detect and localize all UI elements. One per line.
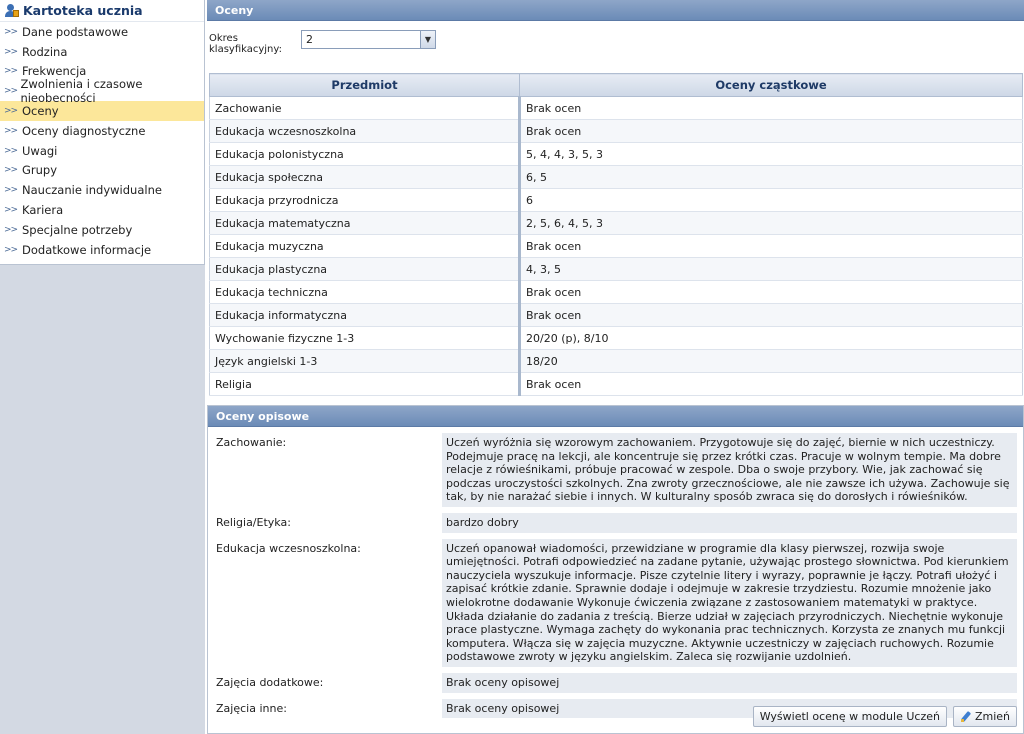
descriptive-grade-row <box>216 673 1017 693</box>
grades-cell: Brak ocen <box>520 281 1023 304</box>
grades-cell: 18/20 <box>520 350 1023 373</box>
subject-cell: Język angielski 1-3 <box>210 350 520 373</box>
main-content <box>207 0 1024 734</box>
period-filter <box>209 30 436 55</box>
descriptive-grade-row <box>216 539 1017 667</box>
sidebar-item[interactable] <box>0 240 204 260</box>
sidebar-item[interactable] <box>0 161 204 181</box>
subject-cell: Edukacja matematyczna <box>210 212 520 235</box>
grades-cell: Brak ocen <box>520 120 1023 143</box>
double-chevron-icon: >> <box>4 125 18 136</box>
period-select[interactable] <box>301 30 436 49</box>
table-row[interactable] <box>210 258 1023 281</box>
sidebar-item-label: Oceny diagnostyczne <box>22 123 146 138</box>
show-in-student-module-label: Wyświetl ocenę w module Uczeń <box>759 710 940 723</box>
sidebar-title-text: Kartoteka ucznia <box>23 3 143 18</box>
subject-cell: Edukacja przyrodnicza <box>210 189 520 212</box>
table-row[interactable] <box>210 304 1023 327</box>
sidebar-item[interactable] <box>0 180 204 200</box>
grades-cell: 2, 5, 6, 4, 5, 3 <box>520 212 1023 235</box>
grades-cell: 4, 3, 5 <box>520 258 1023 281</box>
table-row[interactable] <box>210 281 1023 304</box>
pencil-icon <box>960 711 972 723</box>
descriptive-grade-label: Zajęcia inne: <box>216 701 287 715</box>
sidebar-item[interactable] <box>0 121 204 141</box>
descriptive-grade-label: Edukacja wczesnoszkolna: <box>216 541 361 555</box>
subject-cell: Edukacja muzyczna <box>210 235 520 258</box>
subject-cell: Religia <box>210 373 520 396</box>
sidebar-item[interactable] <box>0 141 204 161</box>
double-chevron-icon: >> <box>4 165 18 176</box>
descriptive-grade-label: Zajęcia dodatkowe: <box>216 675 324 689</box>
sidebar-title <box>0 0 204 22</box>
show-in-student-module-button[interactable] <box>753 706 947 727</box>
grades-cell: 5, 4, 4, 3, 5, 3 <box>520 143 1023 166</box>
grades-cell: Brak ocen <box>520 235 1023 258</box>
grades-cell: Brak ocen <box>520 304 1023 327</box>
table-row[interactable] <box>210 97 1023 120</box>
double-chevron-icon: >> <box>4 66 18 77</box>
table-header-row <box>210 74 1023 97</box>
double-chevron-icon: >> <box>4 205 18 216</box>
grades-table-body <box>210 97 1023 396</box>
descriptive-grade-text: bardzo dobry <box>442 513 1017 533</box>
sidebar-item-label: Kariera <box>22 203 64 218</box>
descriptive-grades-list <box>208 427 1023 718</box>
double-chevron-icon: >> <box>4 145 18 156</box>
sidebar-item-label: Zwolnienia i czasowe nieobecności <box>20 77 143 106</box>
sidebar-item[interactable] <box>0 220 204 240</box>
sidebar-item[interactable] <box>0 42 204 62</box>
sidebar-panel <box>0 0 205 265</box>
double-chevron-icon: >> <box>4 244 18 255</box>
sidebar-item-label: Frekwencja <box>22 64 87 79</box>
sidebar-item-label: Dane podstawowe <box>22 24 129 39</box>
table-row[interactable] <box>210 189 1023 212</box>
sidebar-item-label: Specjalne potrzeby <box>22 222 133 237</box>
double-chevron-icon: >> <box>4 224 18 235</box>
action-bar <box>753 706 1017 727</box>
sidebar-item[interactable] <box>0 77 204 106</box>
table-row[interactable] <box>210 212 1023 235</box>
sidebar-item-label: Rodzina <box>22 44 68 59</box>
double-chevron-icon: >> <box>4 46 18 57</box>
double-chevron-icon: >> <box>4 106 18 117</box>
subject-cell: Edukacja wczesnoszkolna <box>210 120 520 143</box>
subject-cell: Zachowanie <box>210 97 520 120</box>
double-chevron-icon: >> <box>4 86 18 97</box>
sidebar <box>0 0 205 734</box>
grades-cell: Brak ocen <box>520 97 1023 120</box>
subject-cell: Edukacja polonistyczna <box>210 143 520 166</box>
grades-cell: 6 <box>520 189 1023 212</box>
period-label: Okres klasyfikacyjny: <box>209 33 282 55</box>
sidebar-item[interactable] <box>0 22 204 42</box>
grades-cell: 6, 5 <box>520 166 1023 189</box>
double-chevron-icon: >> <box>4 185 18 196</box>
descriptive-grade-text: Brak oceny opisowej <box>442 699 1017 719</box>
period-select-value: 2 <box>306 33 313 46</box>
chevron-down-icon[interactable]: ▼ <box>420 31 435 48</box>
subject-cell: Edukacja informatyczna <box>210 304 520 327</box>
sidebar-item-label: Oceny <box>22 104 59 119</box>
descriptive-grades-panel <box>207 405 1024 734</box>
descriptive-grade-text: Brak oceny opisowej <box>442 673 1017 693</box>
table-row[interactable] <box>210 327 1023 350</box>
column-header-partial-grades[interactable]: Oceny cząstkowe <box>520 74 1023 97</box>
table-row[interactable] <box>210 143 1023 166</box>
sidebar-item[interactable] <box>0 200 204 220</box>
descriptive-grade-text: Uczeń wyróżnia się wzorowym zachowaniem. Przygotowuje się do zajęć, biernie w nich uczestniczy. Podejmuje pracę na lekcji, ale koncentruje się przez krótki czas. Pracuje w wolnym tempie. Ma dobre relacje z rówieśnikami, próbuje pracować w zespole. Dba o swoje przybory. Wie, jak zachować się podczas uroczystości szkolnych. Zna zwroty grzecznościowe, ale nie zawsze ich używa. Zachowuje się tak, by nie narażać siebie i innych. W kulturalny sposób zwraca się do dorosłych i rówieśników. <box>442 433 1017 507</box>
column-header-subject[interactable]: Przedmiot <box>210 74 520 97</box>
double-chevron-icon: >> <box>4 26 18 37</box>
descriptive-grade-row <box>216 433 1017 507</box>
subject-cell: Wychowanie fizyczne 1-3 <box>210 327 520 350</box>
descriptive-grade-label: Religia/Etyka: <box>216 515 291 529</box>
sidebar-item-label: Grupy <box>22 163 58 178</box>
descriptive-grades-header: Oceny opisowe <box>208 406 1023 427</box>
grades-cell: Brak ocen <box>520 373 1023 396</box>
change-button[interactable] <box>953 706 1017 727</box>
change-button-label: Zmień <box>974 710 1010 723</box>
sidebar-item-label: Dodatkowe informacje <box>22 242 152 257</box>
sidebar-item-label: Uwagi <box>22 143 58 158</box>
table-row[interactable] <box>210 350 1023 373</box>
page-title: Oceny <box>207 0 1024 21</box>
sidebar-menu <box>0 22 204 260</box>
descriptive-grade-label: Zachowanie: <box>216 436 287 449</box>
table-row[interactable] <box>210 235 1023 258</box>
student-card-icon <box>5 4 19 18</box>
subject-cell: Edukacja techniczna <box>210 281 520 304</box>
table-row[interactable] <box>210 120 1023 143</box>
descriptive-grade-text: Uczeń opanował wiadomości, przewidziane w programie dla klasy pierwszej, rozwija swoje umiejętności. Potrafi odpowiedzieć na zadane pytanie, używając prostego słownictwa. Pod kierunkiem nauczyciela wyszukuje informacje. Pisze czytelnie litery i wyrazy, poprawnie je łączy. Potrafi ułożyć i zapisać krótkie zdanie. Sprawnie dodaje i odejmuje w zakresie trzydziestu. Rozumie mnożenie jako wielokrotne dodawanie Wykonuje ćwiczenia związane z zastosowaniem matematyki w praktyce. Układa działanie do zadania z treścią. Bierze udział w zajęciach przyrodniczych. Niechętnie wykonuje prace plastyczne. Wymaga zachęty do wykonania prac technicznych. Korzysta ze znanych mu funkcji komputera. Włącza się w zajęcia muzyczne. Aktywnie uczestniczy w zajęciach ruchowych. Rozumie podstawowe zwroty w języku angielskim. Zaleca się rozwijanie uzdolnień. <box>442 539 1017 667</box>
grades-cell: 20/20 (p), 8/10 <box>520 327 1023 350</box>
subject-cell: Edukacja plastyczna <box>210 258 520 281</box>
table-row[interactable] <box>210 373 1023 396</box>
sidebar-item-label: Nauczanie indywidualne <box>22 183 162 198</box>
table-row[interactable] <box>210 166 1023 189</box>
grades-table <box>209 73 1023 396</box>
subject-cell: Edukacja społeczna <box>210 166 520 189</box>
descriptive-grade-row <box>216 513 1017 533</box>
